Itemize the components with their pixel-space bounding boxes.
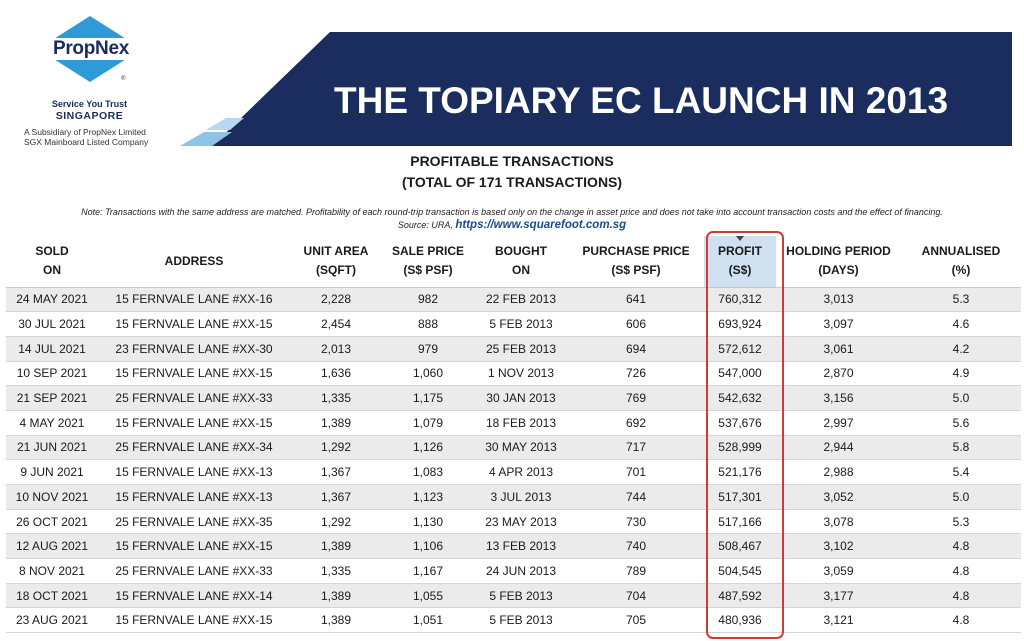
cell-sold-on: 4 MAY 2021 bbox=[6, 410, 98, 435]
cell-sold-on: 30 JUL 2021 bbox=[6, 312, 98, 337]
table-row bbox=[6, 361, 1021, 386]
cell-annualised: 4.8 bbox=[901, 534, 1021, 559]
cell-unit-area: 1,335 bbox=[290, 559, 382, 584]
cell-annualised: 5.3 bbox=[901, 509, 1021, 534]
cell-sale-price: 1,106 bbox=[382, 534, 474, 559]
cell-annualised: 5.6 bbox=[901, 410, 1021, 435]
cell-holding-period: 2,997 bbox=[776, 410, 901, 435]
cell-holding-period: 3,097 bbox=[776, 312, 901, 337]
cell-unit-area: 1,636 bbox=[290, 361, 382, 386]
cell-holding-period: 3,121 bbox=[776, 608, 901, 633]
column-header-bought-on[interactable] bbox=[474, 236, 568, 287]
cell-unit-area: 1,389 bbox=[290, 583, 382, 608]
cell-purchase-price: 769 bbox=[568, 386, 704, 411]
cell-profit: 517,301 bbox=[704, 485, 776, 510]
cell-sale-price: 1,060 bbox=[382, 361, 474, 386]
cell-annualised: 4.8 bbox=[901, 608, 1021, 633]
cell-bought-on: 4 APR 2013 bbox=[474, 460, 568, 485]
cell-address: 25 FERNVALE LANE #XX-34 bbox=[98, 435, 290, 460]
table-row bbox=[6, 312, 1021, 337]
cell-holding-period: 2,944 bbox=[776, 435, 901, 460]
header-label: ADDRESS bbox=[164, 253, 224, 268]
header-sublabel: (S$ PSF) bbox=[403, 263, 453, 278]
cell-purchase-price: 701 bbox=[568, 460, 704, 485]
cell-profit: 547,000 bbox=[704, 361, 776, 386]
cell-purchase-price: 606 bbox=[568, 312, 704, 337]
cell-address: 15 FERNVALE LANE #XX-15 bbox=[98, 534, 290, 559]
cell-unit-area: 1,367 bbox=[290, 460, 382, 485]
cell-address: 15 FERNVALE LANE #XX-15 bbox=[98, 410, 290, 435]
cell-profit: 760,312 bbox=[704, 287, 776, 312]
cell-profit: 480,936 bbox=[704, 608, 776, 633]
report-subtitle: (TOTAL OF 171 TRANSACTIONS) bbox=[401, 174, 623, 190]
cell-unit-area: 2,013 bbox=[290, 336, 382, 361]
cell-sale-price: 1,123 bbox=[382, 485, 474, 510]
header-label: SOLD bbox=[35, 244, 69, 259]
cell-purchase-price: 717 bbox=[568, 435, 704, 460]
cell-holding-period: 3,156 bbox=[776, 386, 901, 411]
cell-purchase-price: 744 bbox=[568, 485, 704, 510]
logo-registered-mark: ® bbox=[121, 76, 126, 82]
cell-purchase-price: 694 bbox=[568, 336, 704, 361]
cell-profit: 693,924 bbox=[704, 312, 776, 337]
cell-unit-area: 1,292 bbox=[290, 435, 382, 460]
cell-annualised: 5.0 bbox=[901, 485, 1021, 510]
cell-unit-area: 1,335 bbox=[290, 386, 382, 411]
column-header-holding-period[interactable] bbox=[776, 236, 901, 287]
table-row bbox=[6, 583, 1021, 608]
cell-profit: 537,676 bbox=[704, 410, 776, 435]
cell-unit-area: 1,292 bbox=[290, 509, 382, 534]
report-note: Note: Transactions with the same address are matched. Profitability of each round-trip transaction is based only on the change in asset price and does not take into account transaction costs and the effect of financing. bbox=[81, 207, 943, 217]
header-label: ANNUALISED bbox=[921, 244, 1001, 259]
cell-address: 15 FERNVALE LANE #XX-16 bbox=[98, 287, 290, 312]
cell-annualised: 4.9 bbox=[901, 361, 1021, 386]
cell-annualised: 4.2 bbox=[901, 336, 1021, 361]
cell-purchase-price: 641 bbox=[568, 287, 704, 312]
cell-sold-on: 24 MAY 2021 bbox=[6, 287, 98, 312]
header-label: HOLDING PERIOD bbox=[786, 244, 891, 259]
header-sublabel: (S$) bbox=[728, 263, 752, 278]
cell-annualised: 5.8 bbox=[901, 435, 1021, 460]
cell-annualised: 5.3 bbox=[901, 287, 1021, 312]
cell-sale-price: 979 bbox=[382, 336, 474, 361]
cell-profit: 517,166 bbox=[704, 509, 776, 534]
cell-sold-on: 23 AUG 2021 bbox=[6, 608, 98, 633]
column-header-purchase-price[interactable] bbox=[568, 236, 704, 287]
cell-bought-on: 23 MAY 2013 bbox=[474, 509, 568, 534]
report-source bbox=[0, 219, 1024, 231]
cell-bought-on: 5 FEB 2013 bbox=[474, 608, 568, 633]
cell-sold-on: 21 SEP 2021 bbox=[6, 386, 98, 411]
column-header-sale-price[interactable] bbox=[382, 236, 474, 287]
cell-holding-period: 3,177 bbox=[776, 583, 901, 608]
cell-annualised: 4.6 bbox=[901, 312, 1021, 337]
table-body bbox=[6, 287, 1021, 633]
cell-profit: 528,999 bbox=[704, 435, 776, 460]
logo-subsidiary-line2: SGX Mainboard Listed Company bbox=[24, 137, 149, 147]
column-header-unit-area[interactable] bbox=[290, 236, 382, 287]
cell-annualised: 4.8 bbox=[901, 559, 1021, 584]
cell-unit-area: 1,389 bbox=[290, 410, 382, 435]
cell-address: 15 FERNVALE LANE #XX-15 bbox=[98, 312, 290, 337]
logo-subsidiary-line1: A Subsidiary of PropNex Limited bbox=[24, 127, 146, 137]
cell-purchase-price: 704 bbox=[568, 583, 704, 608]
table-row bbox=[6, 485, 1021, 510]
column-header-annualised[interactable] bbox=[901, 236, 1021, 287]
column-header-profit[interactable] bbox=[704, 236, 776, 287]
cell-sale-price: 982 bbox=[382, 287, 474, 312]
cell-sale-price: 1,051 bbox=[382, 608, 474, 633]
source-prefix: Source: URA, bbox=[397, 220, 456, 230]
header-sublabel: ON bbox=[43, 263, 61, 278]
sort-descending-icon bbox=[736, 236, 744, 241]
cell-purchase-price: 730 bbox=[568, 509, 704, 534]
cell-holding-period: 3,102 bbox=[776, 534, 901, 559]
logo-country: SINGAPORE bbox=[55, 110, 124, 122]
cell-holding-period: 3,052 bbox=[776, 485, 901, 510]
header-sublabel: (%) bbox=[951, 263, 971, 278]
cell-bought-on: 1 NOV 2013 bbox=[474, 361, 568, 386]
cell-annualised: 5.0 bbox=[901, 386, 1021, 411]
cell-sold-on: 18 OCT 2021 bbox=[6, 583, 98, 608]
cell-sale-price: 888 bbox=[382, 312, 474, 337]
cell-sale-price: 1,167 bbox=[382, 559, 474, 584]
cell-holding-period: 3,059 bbox=[776, 559, 901, 584]
header-sublabel: (S$ PSF) bbox=[611, 263, 661, 278]
cell-sold-on: 14 JUL 2021 bbox=[6, 336, 98, 361]
cell-unit-area: 2,454 bbox=[290, 312, 382, 337]
table-row bbox=[6, 287, 1021, 312]
column-header-sold-on[interactable] bbox=[6, 236, 98, 287]
source-link[interactable]: https://www.squarefoot.com.sg bbox=[455, 219, 627, 231]
cell-sale-price: 1,126 bbox=[382, 435, 474, 460]
cell-sold-on: 10 SEP 2021 bbox=[6, 361, 98, 386]
cell-bought-on: 13 FEB 2013 bbox=[474, 534, 568, 559]
cell-unit-area: 1,389 bbox=[290, 534, 382, 559]
cell-address: 15 FERNVALE LANE #XX-13 bbox=[98, 485, 290, 510]
cell-annualised: 4.8 bbox=[901, 583, 1021, 608]
cell-address: 15 FERNVALE LANE #XX-15 bbox=[98, 361, 290, 386]
cell-bought-on: 3 JUL 2013 bbox=[474, 485, 568, 510]
header-label: UNIT AREA bbox=[303, 244, 369, 259]
banner-title: THE TOPIARY EC LAUNCH IN 2013 bbox=[334, 80, 949, 121]
cell-sale-price: 1,079 bbox=[382, 410, 474, 435]
header-sublabel: ON bbox=[512, 263, 530, 278]
cell-bought-on: 30 MAY 2013 bbox=[474, 435, 568, 460]
cell-purchase-price: 726 bbox=[568, 361, 704, 386]
cell-holding-period: 2,870 bbox=[776, 361, 901, 386]
cell-profit: 572,612 bbox=[704, 336, 776, 361]
logo-tagline: Service You Trust bbox=[51, 99, 128, 109]
cell-profit: 542,632 bbox=[704, 386, 776, 411]
cell-sold-on: 12 AUG 2021 bbox=[6, 534, 98, 559]
cell-address: 15 FERNVALE LANE #XX-14 bbox=[98, 583, 290, 608]
cell-purchase-price: 692 bbox=[568, 410, 704, 435]
table-header-row bbox=[6, 236, 1021, 287]
table-row bbox=[6, 460, 1021, 485]
cell-profit: 521,176 bbox=[704, 460, 776, 485]
table-row bbox=[6, 336, 1021, 361]
page-header bbox=[0, 0, 1024, 146]
cell-sale-price: 1,055 bbox=[382, 583, 474, 608]
cell-profit: 508,467 bbox=[704, 534, 776, 559]
table-row bbox=[6, 534, 1021, 559]
cell-unit-area: 2,228 bbox=[290, 287, 382, 312]
cell-address: 25 FERNVALE LANE #XX-35 bbox=[98, 509, 290, 534]
report-title: PROFITABLE TRANSACTIONS bbox=[410, 153, 614, 169]
table-row bbox=[6, 608, 1021, 633]
table-row bbox=[6, 435, 1021, 460]
cell-address: 25 FERNVALE LANE #XX-33 bbox=[98, 386, 290, 411]
header-label: SALE PRICE bbox=[391, 244, 464, 259]
cell-sale-price: 1,175 bbox=[382, 386, 474, 411]
cell-sold-on: 21 JUN 2021 bbox=[6, 435, 98, 460]
cell-profit: 487,592 bbox=[704, 583, 776, 608]
header-sublabel: (DAYS) bbox=[818, 263, 859, 278]
table-row bbox=[6, 386, 1021, 411]
cell-sold-on: 10 NOV 2021 bbox=[6, 485, 98, 510]
cell-bought-on: 5 FEB 2013 bbox=[474, 312, 568, 337]
cell-sale-price: 1,083 bbox=[382, 460, 474, 485]
cell-sold-on: 26 OCT 2021 bbox=[6, 509, 98, 534]
cell-purchase-price: 740 bbox=[568, 534, 704, 559]
header-label: BOUGHT bbox=[495, 244, 547, 259]
propnex-logo bbox=[22, 14, 172, 147]
cell-sale-price: 1,130 bbox=[382, 509, 474, 534]
cell-address: 15 FERNVALE LANE #XX-13 bbox=[98, 460, 290, 485]
cell-purchase-price: 705 bbox=[568, 608, 704, 633]
cell-bought-on: 22 FEB 2013 bbox=[474, 287, 568, 312]
table-row bbox=[6, 410, 1021, 435]
header-label: PROFIT bbox=[718, 244, 762, 259]
cell-unit-area: 1,389 bbox=[290, 608, 382, 633]
cell-bought-on: 5 FEB 2013 bbox=[474, 583, 568, 608]
transactions-table bbox=[6, 236, 1021, 633]
cell-sold-on: 8 NOV 2021 bbox=[6, 559, 98, 584]
cell-bought-on: 25 FEB 2013 bbox=[474, 336, 568, 361]
cell-holding-period: 2,988 bbox=[776, 460, 901, 485]
cell-bought-on: 24 JUN 2013 bbox=[474, 559, 568, 584]
logo-brand: PropNex bbox=[52, 38, 130, 59]
table-row bbox=[6, 559, 1021, 584]
cell-annualised: 5.4 bbox=[901, 460, 1021, 485]
cell-address: 23 FERNVALE LANE #XX-30 bbox=[98, 336, 290, 361]
cell-bought-on: 30 JAN 2013 bbox=[474, 386, 568, 411]
cell-holding-period: 3,061 bbox=[776, 336, 901, 361]
cell-purchase-price: 789 bbox=[568, 559, 704, 584]
column-header-address[interactable] bbox=[98, 236, 290, 287]
cell-holding-period: 3,078 bbox=[776, 509, 901, 534]
cell-address: 25 FERNVALE LANE #XX-33 bbox=[98, 559, 290, 584]
cell-sold-on: 9 JUN 2021 bbox=[6, 460, 98, 485]
header-label: PURCHASE PRICE bbox=[582, 244, 690, 259]
header-sublabel: (SQFT) bbox=[316, 263, 356, 278]
cell-holding-period: 3,013 bbox=[776, 287, 901, 312]
cell-unit-area: 1,367 bbox=[290, 485, 382, 510]
cell-bought-on: 18 FEB 2013 bbox=[474, 410, 568, 435]
table-row bbox=[6, 509, 1021, 534]
cell-profit: 504,545 bbox=[704, 559, 776, 584]
cell-address: 15 FERNVALE LANE #XX-15 bbox=[98, 608, 290, 633]
